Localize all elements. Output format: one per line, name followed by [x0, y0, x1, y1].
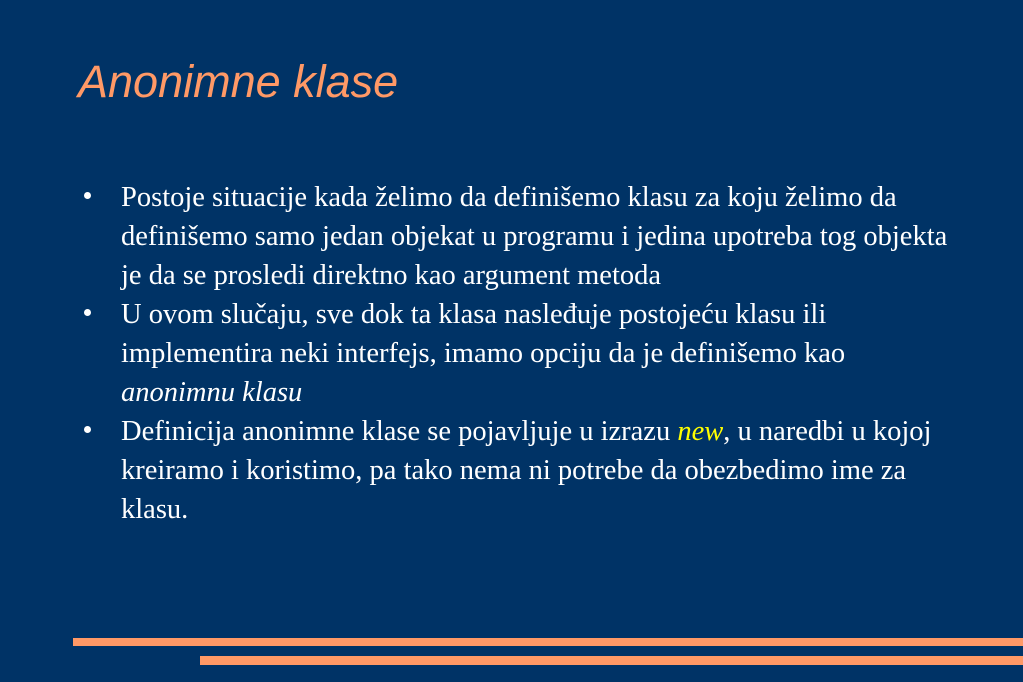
accent-stripe-top — [73, 638, 1023, 646]
bullet-item-2 — [84, 295, 954, 412]
bullet-text-3 — [121, 412, 954, 529]
bullet-text-1: Postoje situacije kada želimo da definišemo klasu za koju želimo da definišemo samo jedan objekat u programu i jedina upotreba tog objekta je da se prosledi direktno kao argument metoda — [121, 182, 948, 291]
bullet-dot-icon — [84, 426, 91, 433]
bullet-dot-icon — [84, 192, 91, 199]
accent-stripe-bottom — [200, 656, 1023, 665]
bullet-item-3 — [84, 412, 954, 529]
bullet-item-1 — [84, 178, 954, 295]
slide-title: Anonimne klase — [78, 56, 399, 107]
bullet-text-3-keyword: new — [677, 416, 724, 447]
bullet-list — [84, 178, 954, 529]
bullet-text-2 — [121, 295, 954, 412]
bullet-text-3-before: Definicija anonimne klase se pojavljuje u izrazu — [121, 416, 678, 447]
bullet-dot-icon — [84, 309, 91, 316]
bullet-text-2-emphasis: anonimnu klasu — [121, 377, 303, 408]
bullet-text-3-after: , u naredbi u kojoj kreiramo i koristimo, pa tako nema ni potrebe da obezbedimo ime za klasu. — [121, 416, 932, 525]
bullet-text-2-plain: U ovom slučaju, sve dok ta klasa nasleđuje postojeću klasu ili implementira neki interfejs, imamo opciju da je definišemo kao — [121, 299, 846, 369]
